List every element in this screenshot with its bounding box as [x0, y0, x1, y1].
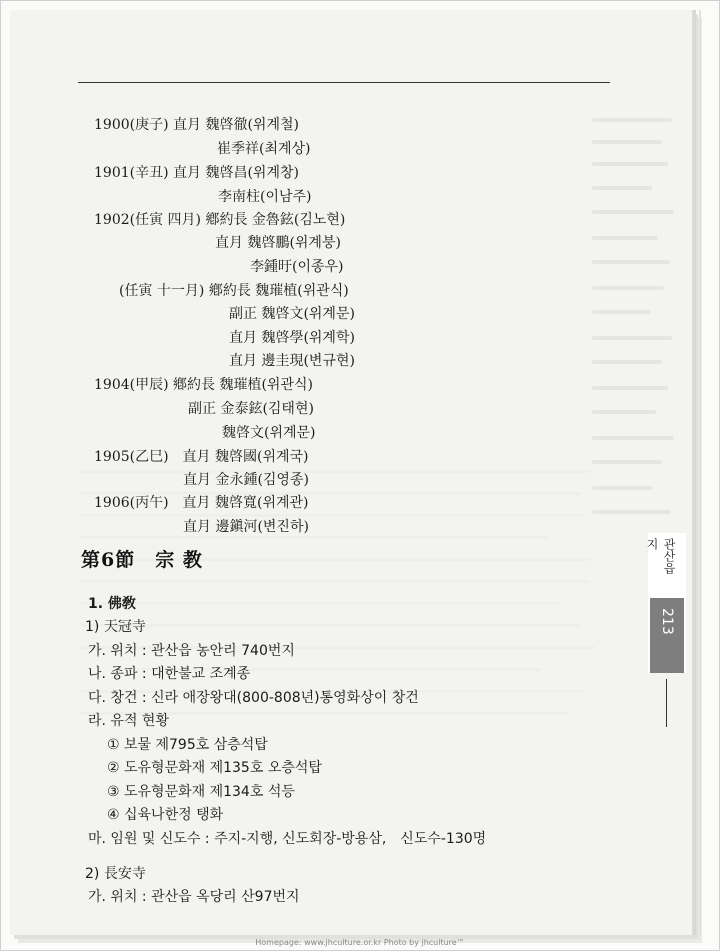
record-line: 1904(甲辰) 鄕約長 魏璀植(위관식): [94, 377, 313, 393]
list-item: ② 도유형문화재 제135호 오층석탑: [107, 760, 322, 776]
record-line: 李南柱(이남주): [218, 189, 312, 205]
record-line: 1906(丙午) 直月 魏啓寬(위계관): [94, 495, 309, 511]
list-item: 가. 위치 : 관산읍 농안리 740번지: [88, 643, 295, 659]
list-item: 2) 長安寺: [85, 866, 146, 882]
photo-credit: Homepage: www.jhculture.or.kr Photo by jhculture™: [255, 938, 465, 947]
list-item: 가. 위치 : 관산읍 옥당리 산97번지: [88, 889, 300, 905]
page-number-block: [650, 598, 684, 673]
record-line: 副正 魏啓文(위계문): [229, 306, 355, 322]
list-item: ④ 십육나한정 탱화: [107, 807, 224, 823]
record-line: 李鍾旴(이종우): [250, 259, 344, 275]
page-edge: [694, 10, 696, 935]
record-line: 1901(辛丑) 直月 魏啓昌(위계창): [94, 165, 299, 181]
list-item: 1) 天冠寺: [85, 619, 146, 635]
record-line: 直月 魏啓鵬(위계붕): [215, 235, 341, 251]
record-line: 副正 金泰鉉(김태현): [188, 401, 314, 417]
list-item: 라. 유적 현황: [88, 713, 169, 729]
page-number: 213: [659, 608, 675, 635]
record-line: 直月 魏啓學(위계학): [229, 330, 355, 346]
list-item: 다. 창건 : 신라 애장왕대(800-808년)통영화상이 창건: [88, 690, 419, 706]
tab-rule: [666, 679, 667, 727]
record-line: 崔季祥(최계상): [217, 141, 311, 157]
record-line: (任寅 十一月) 鄕約長 魏璀植(위관식): [119, 283, 349, 299]
list-item: ③ 도유형문화재 제134호 석등: [107, 784, 295, 800]
record-line: 1905(乙巳) 直月 魏啓國(위계국): [94, 449, 309, 465]
record-line: 直月 邊鎭河(변진하): [183, 519, 309, 535]
list-item: ① 보물 제795호 삼층석탑: [107, 737, 268, 753]
header-rule: [78, 82, 610, 83]
list-item: 나. 종파 : 대한불교 조계종: [88, 666, 251, 682]
record-line: 1902(任寅 四月) 鄕約長 金魯鉉(김노현): [94, 212, 346, 228]
section-heading: 第6節 宗 教: [81, 549, 203, 571]
bleed-through-text: [592, 118, 678, 888]
record-line: 直月 邊圭現(변규현): [229, 353, 355, 369]
subsection-title: 1. 佛敎: [88, 596, 136, 612]
record-line: 魏啓文(위계문): [222, 425, 316, 441]
record-line: 1900(庚子) 直月 魏啓徹(위계철): [94, 117, 299, 133]
chapter-tab-title: 관산읍지: [645, 538, 676, 574]
list-item: 마. 임원 및 신도수 : 주지-지행, 신도회장-방용삼, 신도수-130명: [88, 831, 487, 847]
record-line: 直月 金永鍾(김영종): [183, 472, 309, 488]
page-edge: [699, 10, 701, 935]
